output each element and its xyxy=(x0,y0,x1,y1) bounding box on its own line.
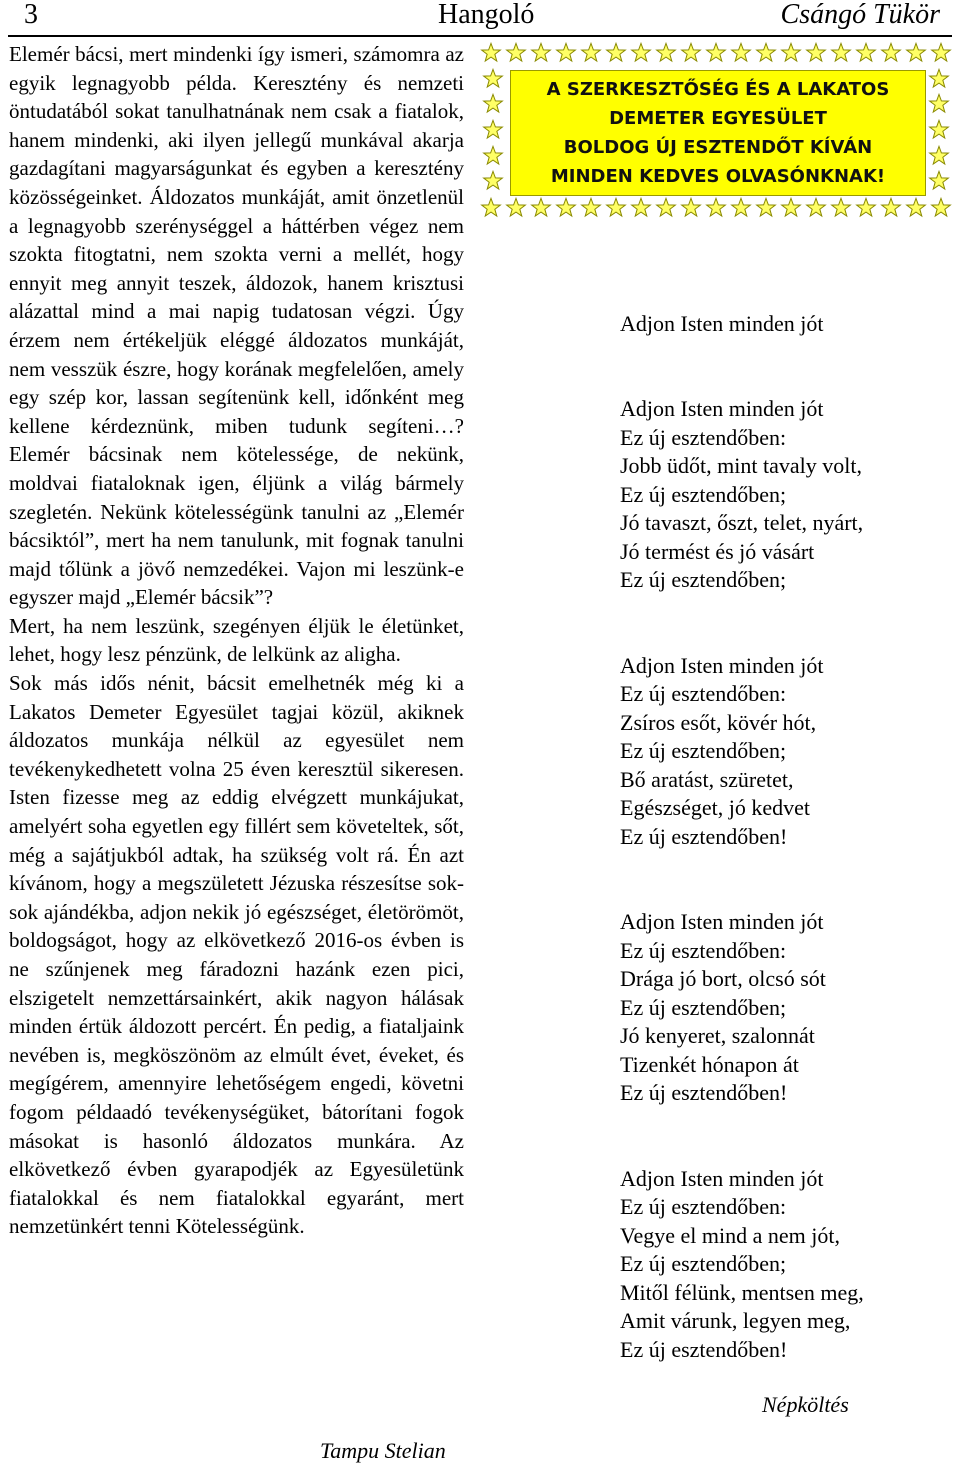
article-author: Tampu Stelian xyxy=(320,1438,446,1463)
poem-title: Adjon Isten minden jót xyxy=(620,311,824,336)
article-column xyxy=(9,40,464,1241)
greeting-line: A SZERKESZTŐSÉG ÉS A LAKATOS xyxy=(546,79,890,100)
greeting-line: BOLDOG ÚJ ESZTENDŐT KÍVÁN xyxy=(563,137,873,158)
poem-line: Ez új esztendőben; xyxy=(620,994,787,1020)
star-border-top xyxy=(480,42,952,64)
star-icon xyxy=(930,197,952,219)
star-border-bottom xyxy=(480,197,952,219)
poem-line: Adjon Isten minden jót xyxy=(620,652,824,678)
poem xyxy=(620,310,950,1364)
greeting-banner xyxy=(480,40,952,220)
star-icon xyxy=(905,42,927,64)
article-paragraph: Sok más idős nénit, bácsit emelhetnék még ki a Lakatos Demeter Egyesület tagjai közül, akiknek áldozatos munkája nélkül az egyesület nem tevékenykedhetett volna 25 éven keresztül sikeresen. Isten fizesse meg az eddig elvégzett munkájukat, amelyért soha egyetlen egy fillért sem követeltek, sőt, még a sajátjukból adtak, ha szükség volt rá. Én azt kívánom, hogy a megszületett Jézuska részesítse sok-sok ajándékba, adjon nekik jó egészséget, életörömöt, boldogságot, hogy az elkövetkező 2016-os évben is ne szűnjenek meg fáradozni hazánk ezen pici, elszigetelt nemzettársainkért, akik nagyon hálásak minden értük áldozott percért. Én pedig, a fiataljaink nevében is, megköszönöm az elmúlt évet, éveket, és megígérem, amennyire lehetőségem engedi, követni fogom példaadó tevékenységüket, bátorítani fogok másokat is hasonló áldozatos munkára. Az elkövetkező évben gyarapodjék az Egyesületünk fiatalokkal és nem fiatalokkal egyaránt, mert nemzetünkért tenni Kötelességünk. xyxy=(9,671,464,1239)
star-icon xyxy=(855,42,877,64)
star-icon xyxy=(880,42,902,64)
page-header xyxy=(8,0,952,36)
star-icon xyxy=(630,42,652,64)
star-icon xyxy=(730,42,752,64)
star-icon xyxy=(482,119,504,141)
poem-line: Adjon Isten minden jót xyxy=(620,396,824,421)
poem-line: Drága jó bort, olcsó sót xyxy=(620,966,826,991)
star-icon xyxy=(780,42,802,64)
poem-line: Vegye el mind a nem jót, xyxy=(620,1222,840,1248)
star-icon xyxy=(928,93,950,115)
poem-line: Jobb üdőt, mint tavaly volt, xyxy=(620,453,862,478)
star-icon xyxy=(830,197,852,219)
star-icon xyxy=(482,170,504,192)
star-icon xyxy=(530,197,552,219)
star-icon xyxy=(680,42,702,64)
star-icon xyxy=(730,197,752,219)
star-icon xyxy=(905,197,927,219)
poem-line: Jó tavaszt, őszt, telet, nyárt, xyxy=(620,510,864,535)
star-icon xyxy=(928,170,950,192)
star-icon xyxy=(928,68,950,90)
poem-line: Adjon Isten minden jót xyxy=(620,1165,824,1191)
poem-stanza xyxy=(620,395,950,595)
article-paragraph: Elemér bácsi, mert mindenki így ismeri, számomra az egyik legnagyobb példa. Keresztény és nemzeti öntudatából sokat tanulhatnának nem csak a fiatalok, hanem mindenki, aki ilyen jellegű munkával akarja gazdagítani magyarságunkat és egyben a keresztény közösségeinket. Áldozatos munkáját, amit önzetlenül a legnagyobb szerénységgel a háttérben végez nem szokta fitogtatni, nem szokta verni a mellét, hogy ennyit meg annyit teszek, áldozok, hanem krisztusi alázattal mind a mai napig tudatosan végzi. Úgy érzem nem értékeljük eléggé áldozatos munkáját, nem vesszük észre, hogy korának megfelelően, amely egy szép kor, lassan segítenünk kell, időnként meg kellene kérdeznünk, miben tudunk segíteni…? Elemér bácsinak nem kötelessége, de nekünk, moldvai fiataloknak igen, éljünk a világ bármely szegletén. Nekünk kötelességünk tanulni az „Elemér bácsiktól”, mert ha nem tanulunk, mit fognak tanulni majd tőlünk a jövő nemzedékei. Vajon mi leszünk-e egyszer majd „Elemér bácsik”? xyxy=(9,42,464,610)
star-icon xyxy=(928,145,950,167)
star-icon xyxy=(605,197,627,219)
star-icon xyxy=(880,197,902,219)
star-icon xyxy=(755,197,777,219)
star-icon xyxy=(605,42,627,64)
star-icon xyxy=(655,197,677,219)
poem-line: Ez új esztendőben; xyxy=(620,481,787,507)
star-icon xyxy=(482,93,504,115)
greeting-line: MINDEN KEDVES OLVASÓNKNAK! xyxy=(550,166,886,187)
poem-line: Ez új esztendőben! xyxy=(620,823,788,849)
poem-stanza xyxy=(620,1165,950,1365)
star-icon xyxy=(480,42,502,64)
star-icon xyxy=(580,42,602,64)
star-icon xyxy=(505,197,527,219)
poem-stanza xyxy=(620,652,950,852)
poem-line: Ez új esztendőben! xyxy=(620,1336,788,1362)
poem-line: Egészséget, jó kedvet xyxy=(620,795,810,820)
star-icon xyxy=(755,42,777,64)
page-number: 3 xyxy=(24,0,38,30)
publication-title: Csángó Tükör xyxy=(780,0,940,30)
poem-line: Jó termést és jó vásárt xyxy=(620,538,815,564)
poem-line: Bő aratást, szüretet, xyxy=(620,766,794,792)
poem-stanza xyxy=(620,908,950,1108)
star-icon xyxy=(630,197,652,219)
poem-line: Mitől félünk, mentsen meg, xyxy=(620,1279,864,1305)
star-icon xyxy=(830,42,852,64)
poem-line: Ez új esztendőben: xyxy=(620,681,787,706)
star-icon xyxy=(505,42,527,64)
star-icon xyxy=(705,197,727,219)
poem-line: Ez új esztendőben: xyxy=(620,424,787,450)
poem-line: Ez új esztendőben; xyxy=(620,1251,787,1276)
poem-line: Ez új esztendőben: xyxy=(620,1194,787,1219)
poem-line: Adjon Isten minden jót xyxy=(620,909,824,934)
star-icon xyxy=(928,119,950,141)
star-icon xyxy=(930,42,952,64)
star-icon xyxy=(855,197,877,219)
star-icon xyxy=(805,42,827,64)
star-icon xyxy=(705,42,727,64)
poem-line: Ez új esztendőben: xyxy=(620,937,787,963)
poem-line: Zsíros esőt, kövér hót, xyxy=(620,709,817,735)
greeting-box xyxy=(510,70,926,196)
star-icon xyxy=(482,145,504,167)
star-border-right xyxy=(928,66,950,194)
star-icon xyxy=(555,197,577,219)
poem-line: Amit várunk, legyen meg, xyxy=(620,1308,851,1333)
star-icon xyxy=(480,197,502,219)
star-icon xyxy=(805,197,827,219)
star-icon xyxy=(680,197,702,219)
poem-credit: Népköltés xyxy=(762,1392,849,1417)
star-border-left xyxy=(482,66,504,194)
star-icon xyxy=(780,197,802,219)
star-icon xyxy=(655,42,677,64)
star-icon xyxy=(555,42,577,64)
poem-line: Ez új esztendőben; xyxy=(620,567,787,592)
section-title: Hangoló xyxy=(438,0,535,30)
header-rule xyxy=(8,35,952,37)
poem-line: Tizenkét hónapon át xyxy=(620,1051,799,1077)
poem-line: Jó kenyeret, szalonnát xyxy=(620,1023,815,1048)
article-paragraph: Mert, ha nem leszünk, szegényen éljük le életünket, lehet, hogy lesz pénzünk, de lelkünk az aligha. xyxy=(9,613,464,667)
poem-line: Ez új esztendőben! xyxy=(620,1080,788,1105)
star-icon xyxy=(580,197,602,219)
star-icon xyxy=(482,68,504,90)
greeting-line: DEMETER EGYESÜLET xyxy=(609,108,827,129)
star-icon xyxy=(530,42,552,64)
poem-line: Ez új esztendőben; xyxy=(620,738,787,763)
